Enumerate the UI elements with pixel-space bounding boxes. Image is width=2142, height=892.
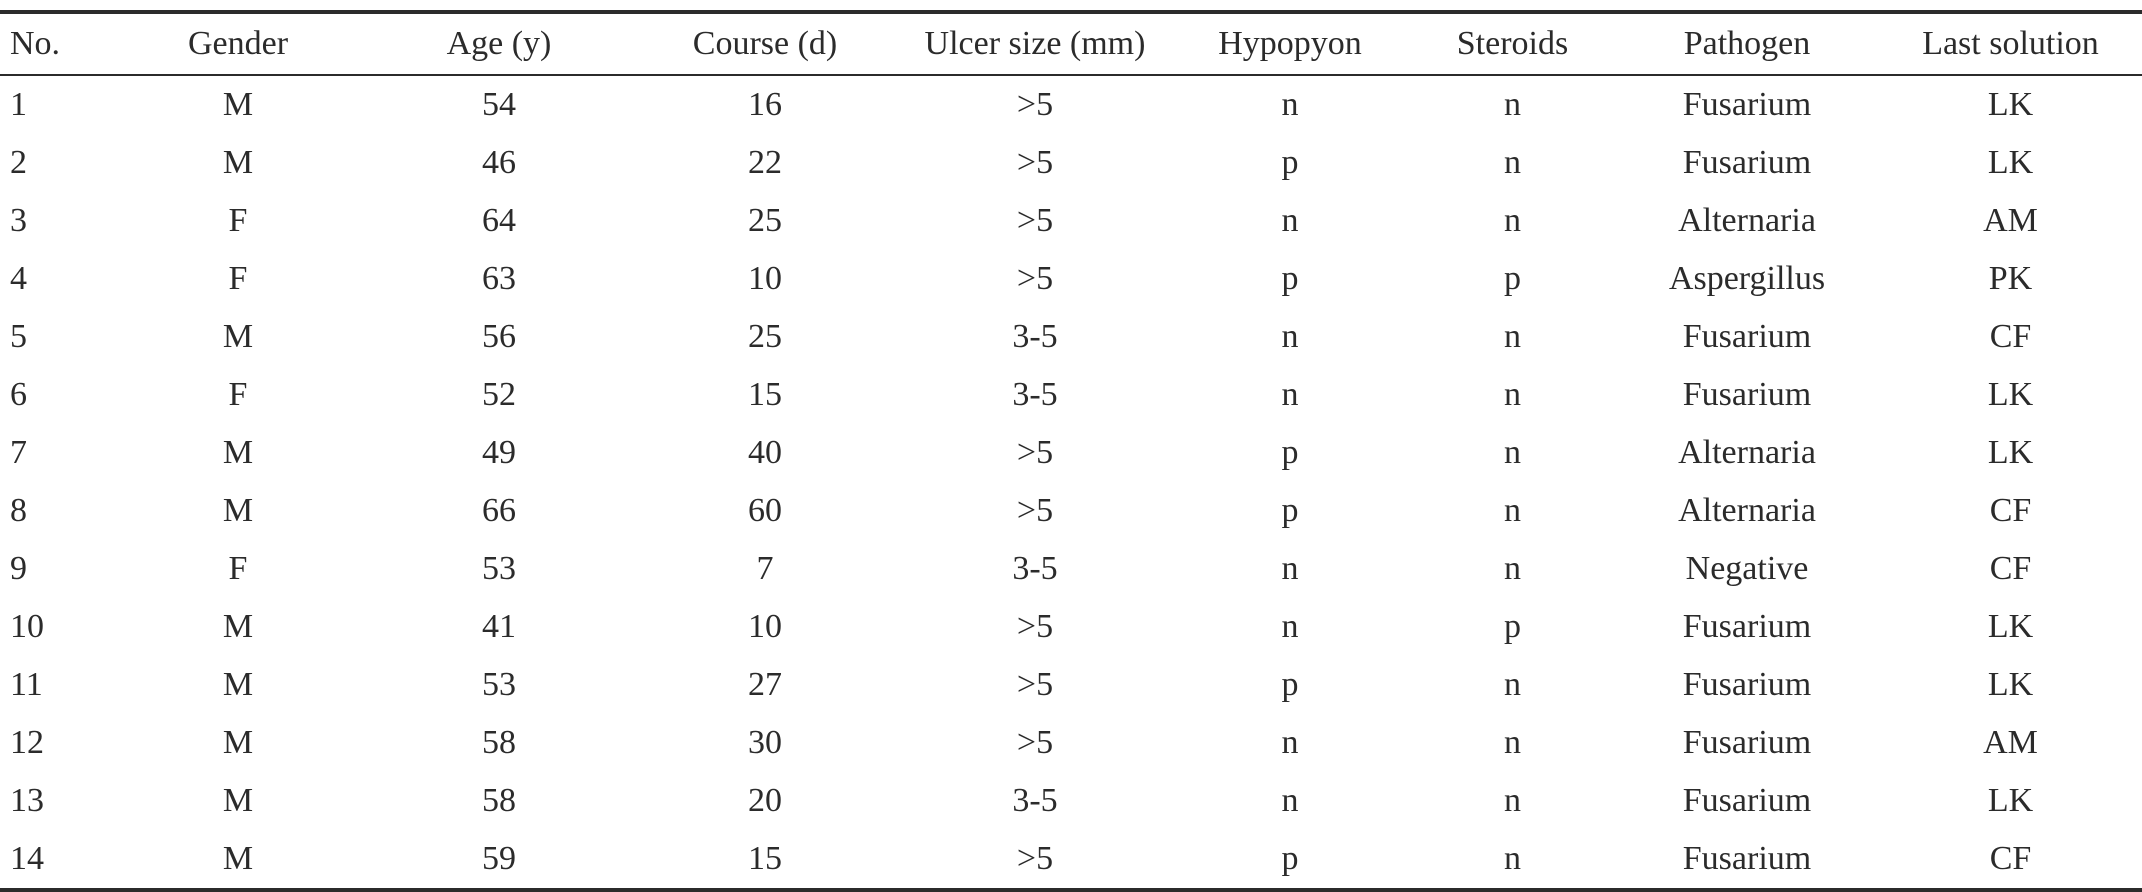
patient-table: [0, 10, 2142, 892]
cell-ulcer-size: >5: [1016, 724, 1054, 761]
table-row: [0, 656, 2142, 714]
cell-hypopyon: p: [1281, 434, 1299, 471]
cell-last-solution: CF: [1989, 550, 2032, 587]
cell-ulcer-size: 3-5: [1012, 376, 1058, 413]
cell-ulcer-size: >5: [1016, 608, 1054, 645]
cell-course: 27: [748, 666, 782, 703]
column-header-no: No.: [10, 25, 61, 62]
cell-ulcer-size: >5: [1016, 86, 1054, 123]
table-row: [0, 134, 2142, 192]
table-row: [0, 482, 2142, 540]
column-header-steroids: Steroids: [1456, 25, 1569, 62]
cell-last-solution: CF: [1989, 840, 2032, 877]
cell-gender: M: [222, 666, 254, 703]
cell-hypopyon: p: [1281, 840, 1299, 877]
cell-gender: M: [222, 782, 254, 819]
cell-pathogen: Fusarium: [1682, 144, 1812, 181]
cell-hypopyon: n: [1281, 724, 1299, 761]
table-row: [0, 366, 2142, 424]
cell-no: 3: [10, 202, 27, 239]
cell-age: 49: [482, 434, 516, 471]
column-header-hypopyon: Hypopyon: [1218, 25, 1362, 62]
cell-ulcer-size: >5: [1016, 434, 1054, 471]
cell-no: 4: [10, 260, 27, 297]
cell-no: 12: [10, 724, 44, 761]
table-row: [0, 308, 2142, 366]
cell-hypopyon: p: [1281, 666, 1299, 703]
cell-hypopyon: n: [1281, 376, 1299, 413]
cell-ulcer-size: >5: [1016, 492, 1054, 529]
table-row: [0, 540, 2142, 598]
cell-pathogen: Alternaria: [1678, 434, 1816, 471]
cell-gender: F: [228, 550, 248, 587]
cell-last-solution: AM: [1983, 724, 2038, 761]
table-row: [0, 192, 2142, 250]
cell-hypopyon: p: [1281, 260, 1299, 297]
cell-age: 53: [482, 666, 516, 703]
cell-course: 16: [748, 86, 782, 123]
cell-course: 22: [748, 144, 782, 181]
cell-gender: M: [222, 608, 254, 645]
cell-ulcer-size: >5: [1016, 666, 1054, 703]
table-row: [0, 772, 2142, 830]
cell-pathogen: Negative: [1685, 550, 1809, 587]
cell-age: 58: [482, 782, 516, 819]
cell-ulcer-size: 3-5: [1012, 550, 1058, 587]
cell-age: 59: [482, 840, 516, 877]
cell-no: 2: [10, 144, 27, 181]
cell-pathogen: Fusarium: [1682, 376, 1812, 413]
cell-last-solution: LK: [1987, 608, 2034, 645]
column-header-course: Course (d): [692, 25, 838, 62]
table-row: [0, 598, 2142, 656]
cell-course: 20: [748, 782, 782, 819]
cell-age: 66: [482, 492, 516, 529]
cell-last-solution: CF: [1989, 492, 2032, 529]
table-row: [0, 830, 2142, 890]
cell-age: 53: [482, 550, 516, 587]
cell-no: 6: [10, 376, 27, 413]
cell-ulcer-size: >5: [1016, 840, 1054, 877]
cell-steroids: n: [1504, 666, 1521, 703]
cell-last-solution: CF: [1989, 318, 2032, 355]
cell-pathogen: Fusarium: [1682, 724, 1812, 761]
cell-pathogen: Fusarium: [1682, 666, 1812, 703]
cell-steroids: n: [1504, 492, 1521, 529]
cell-hypopyon: p: [1281, 144, 1299, 181]
cell-age: 58: [482, 724, 516, 761]
table-row: [0, 75, 2142, 134]
cell-pathogen: Alternaria: [1678, 202, 1816, 239]
column-header-age: Age (y): [446, 25, 552, 62]
cell-steroids: n: [1504, 782, 1521, 819]
cell-age: 54: [482, 86, 516, 123]
column-header-last-solution: Last solution: [1922, 25, 2099, 62]
cell-course: 30: [748, 724, 782, 761]
cell-pathogen: Fusarium: [1682, 840, 1812, 877]
cell-steroids: n: [1504, 434, 1521, 471]
table-row: [0, 714, 2142, 772]
cell-last-solution: LK: [1987, 782, 2034, 819]
cell-hypopyon: n: [1281, 202, 1299, 239]
cell-age: 64: [482, 202, 516, 239]
cell-pathogen: Fusarium: [1682, 86, 1812, 123]
cell-gender: M: [222, 144, 254, 181]
cell-steroids: n: [1504, 550, 1521, 587]
cell-steroids: n: [1504, 724, 1521, 761]
column-header-ulcer-size: Ulcer size (mm): [924, 25, 1146, 62]
cell-last-solution: LK: [1987, 144, 2034, 181]
cell-hypopyon: n: [1281, 550, 1299, 587]
table-header: [0, 12, 2142, 75]
cell-no: 8: [10, 492, 27, 529]
cell-last-solution: LK: [1987, 434, 2034, 471]
cell-last-solution: LK: [1987, 86, 2034, 123]
cell-age: 41: [482, 608, 516, 645]
cell-course: 25: [748, 318, 782, 355]
cell-gender: M: [222, 840, 254, 877]
cell-age: 46: [482, 144, 516, 181]
cell-no: 10: [10, 608, 44, 645]
cell-gender: F: [228, 376, 248, 413]
cell-course: 40: [748, 434, 782, 471]
cell-course: 10: [748, 608, 782, 645]
cell-steroids: n: [1504, 86, 1521, 123]
cell-steroids: n: [1504, 202, 1521, 239]
cell-gender: M: [222, 318, 254, 355]
table-body: [0, 75, 2142, 890]
cell-ulcer-size: >5: [1016, 260, 1054, 297]
cell-last-solution: PK: [1988, 260, 2033, 297]
cell-steroids: p: [1504, 260, 1521, 297]
cell-steroids: n: [1504, 318, 1521, 355]
cell-steroids: p: [1504, 608, 1521, 645]
column-header-pathogen: Pathogen: [1683, 25, 1811, 62]
cell-ulcer-size: 3-5: [1012, 782, 1058, 819]
cell-course: 15: [748, 840, 782, 877]
cell-course: 7: [756, 550, 774, 587]
cell-pathogen: Aspergillus: [1668, 260, 1826, 297]
header-row: [0, 12, 2142, 75]
cell-no: 11: [10, 666, 43, 703]
cell-pathogen: Fusarium: [1682, 608, 1812, 645]
cell-no: 13: [10, 782, 44, 819]
cell-last-solution: LK: [1987, 376, 2034, 413]
cell-no: 7: [10, 434, 27, 471]
table-row: [0, 250, 2142, 308]
cell-ulcer-size: >5: [1016, 202, 1054, 239]
cell-age: 56: [482, 318, 516, 355]
cell-gender: M: [222, 86, 254, 123]
column-header-gender: Gender: [187, 25, 289, 62]
cell-hypopyon: n: [1281, 318, 1299, 355]
cell-gender: M: [222, 434, 254, 471]
cell-age: 52: [482, 376, 516, 413]
cell-steroids: n: [1504, 840, 1521, 877]
cell-steroids: n: [1504, 376, 1521, 413]
cell-age: 63: [482, 260, 516, 297]
cell-course: 15: [748, 376, 782, 413]
cell-course: 10: [748, 260, 782, 297]
cell-pathogen: Fusarium: [1682, 318, 1812, 355]
cell-hypopyon: p: [1281, 492, 1299, 529]
cell-gender: F: [228, 260, 248, 297]
cell-no: 14: [10, 840, 44, 877]
cell-steroids: n: [1504, 144, 1521, 181]
patient-table-container: [0, 10, 2142, 892]
cell-last-solution: LK: [1987, 666, 2034, 703]
cell-pathogen: Alternaria: [1678, 492, 1816, 529]
cell-ulcer-size: 3-5: [1012, 318, 1058, 355]
cell-hypopyon: n: [1281, 608, 1299, 645]
cell-pathogen: Fusarium: [1682, 782, 1812, 819]
cell-no: 1: [10, 86, 27, 123]
cell-gender: M: [222, 492, 254, 529]
cell-course: 25: [748, 202, 782, 239]
cell-gender: M: [222, 724, 254, 761]
cell-no: 9: [10, 550, 27, 587]
cell-last-solution: AM: [1983, 202, 2038, 239]
cell-hypopyon: n: [1281, 782, 1299, 819]
table-row: [0, 424, 2142, 482]
cell-course: 60: [748, 492, 782, 529]
cell-hypopyon: n: [1281, 86, 1299, 123]
cell-ulcer-size: >5: [1016, 144, 1054, 181]
cell-gender: F: [228, 202, 248, 239]
cell-no: 5: [10, 318, 27, 355]
